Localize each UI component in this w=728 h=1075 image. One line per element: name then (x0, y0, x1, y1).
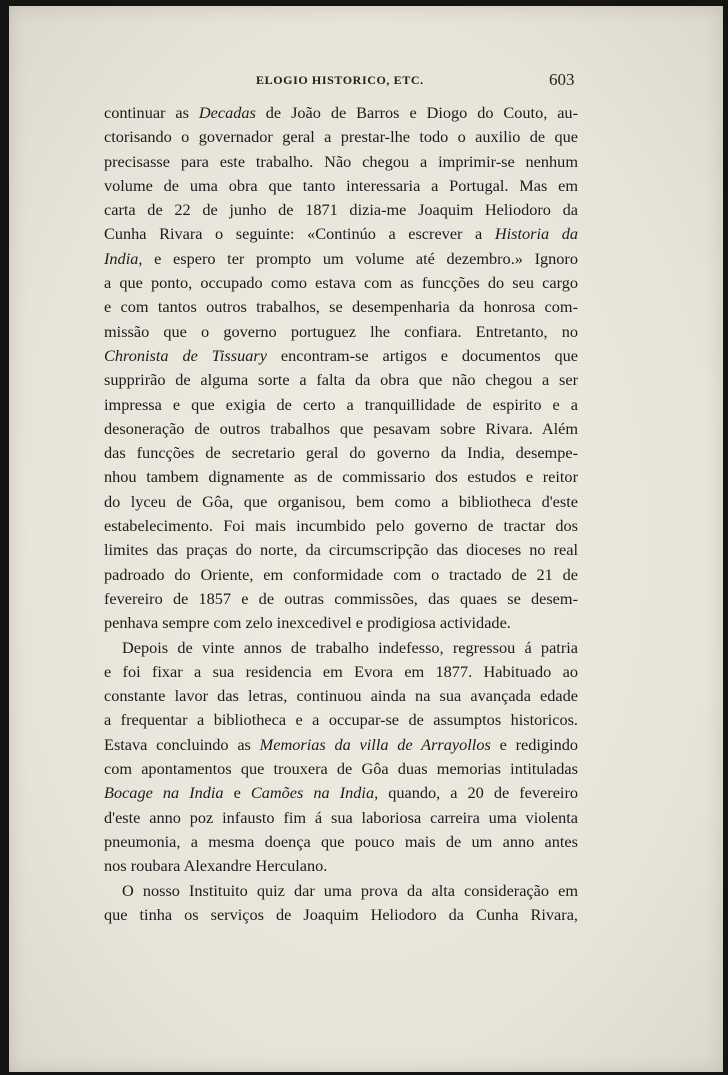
italic-title: Camões na India, (250, 783, 379, 803)
text-run: nhou tambem dignamente as de commissario dos estudos e reitor (104, 467, 578, 487)
text-run: e (223, 783, 251, 803)
text-line (104, 563, 578, 587)
italic-title: Decadas (198, 103, 256, 122)
body-text (104, 101, 578, 927)
text-line (104, 465, 578, 489)
text-line (104, 417, 578, 441)
text-line (104, 344, 578, 368)
text-line (104, 198, 578, 222)
italic-title: Chronista de Tissuary (104, 345, 267, 365)
text-line (104, 879, 578, 903)
text-line (104, 441, 578, 465)
text-run: a que ponto, occupado como estava com as funcções do seu cargo (104, 273, 578, 293)
text-line (104, 660, 578, 684)
text-line (104, 854, 578, 878)
text-run: carta de 22 de junho de 1871 dizia-me Joaquim Heliodoro da (104, 200, 578, 220)
text-line (104, 514, 578, 538)
text-run: e espero ter prompto um volume até dezembro.» Ignoro (142, 248, 578, 268)
text-run: precisasse para este trabalho. Não chegou a imprimir-se nenhum (104, 151, 578, 171)
text-run: das funcções de secretario geral do governo da India, desempe- (104, 443, 578, 463)
text-line (104, 490, 578, 514)
text-line (104, 708, 578, 732)
text-run: fevereiro de 1857 e de outras commissões, das quaes se desem- (104, 588, 578, 608)
text-run: a frequentar a bibliotheca e a occupar-se de assumptos historicos. (104, 710, 578, 730)
text-line (104, 101, 578, 125)
text-line (104, 781, 578, 805)
text-run: que tinha os serviços de Joaquim Heliodoro da Cunha Rivara, (104, 904, 578, 924)
italic-title: Memorias da villa de Arrayollos (259, 734, 491, 754)
text-run: penhava sempre com zelo inexcedivel e prodigiosa actividade. (104, 613, 511, 633)
text-line (104, 125, 578, 149)
text-line (104, 150, 578, 174)
text-line (104, 611, 578, 635)
text-line (104, 684, 578, 708)
text-line (104, 587, 578, 611)
text-run: e foi fixar a sua residencia em Evora em 1877. Habituado ao (104, 661, 578, 681)
page-number: 603 (549, 70, 575, 89)
text-run: desoneração de outros trabalhos que pesavam sobre Rivara. Além (104, 418, 578, 438)
text-run: padroado do Oriente, em conformidade com o tractado de 21 de (104, 564, 578, 584)
text-line (104, 903, 578, 927)
text-run: e com tantos outros trabalhos, se desempenharia da honrosa com- (104, 297, 578, 317)
text-run: missão que o governo portuguez lhe confiara. Entretanto, no (104, 321, 578, 341)
page-header (0, 70, 728, 92)
text-line (104, 247, 578, 271)
text-line (104, 320, 578, 344)
text-run: volume de uma obra que tanto interessaria a Portugal. Mas em (104, 175, 578, 195)
text-line (104, 368, 578, 392)
text-run: estabelecimento. Foi mais incumbido pelo governo de tractar dos (104, 516, 578, 536)
text-run: Cunha Rivara o seguinte: «Continúo a escrever a (104, 224, 495, 244)
text-line (104, 393, 578, 417)
text-run: impressa e que exigia de certo a tranquillidade de espirito e a (104, 394, 578, 414)
text-line (104, 295, 578, 319)
text-line (104, 830, 578, 854)
text-run: constante lavor das letras, continuou ainda na sua avançada edade (104, 686, 578, 706)
text-run: de João de Barros e Diogo do Couto, au- (255, 103, 578, 122)
text-run: d'este anno poz infausto fim á sua laboriosa carreira uma violenta (104, 807, 578, 827)
italic-title: India, (104, 248, 143, 268)
text-line (104, 174, 578, 198)
text-line (104, 538, 578, 562)
text-run: ctorisando o governador geral a prestar-lhe todo o auxilio de que (104, 127, 578, 147)
text-run: encontram-se artigos e documentos que (266, 345, 578, 365)
text-run: pneumonia, a mesma doença que pouco mais de um anno antes (104, 831, 578, 851)
italic-title: Historia da (494, 224, 578, 244)
text-line (104, 806, 578, 830)
text-run: limites das praças do norte, da circumscripção das dioceses no real (104, 540, 578, 560)
text-line (104, 271, 578, 295)
text-run: Depois de vinte annos de trabalho indefesso, regressou á patria (122, 637, 578, 657)
text-run: O nosso Instituito quiz dar uma prova da alta consideração em (122, 880, 578, 900)
text-run: quando, a 20 de fevereiro (378, 783, 579, 803)
text-run: com apontamentos que trouxera de Gôa duas memorias intituladas (104, 759, 578, 779)
text-run: do lyceu de Gôa, que organisou, bem como a bibliotheca d'este (104, 491, 578, 511)
text-line (104, 636, 578, 660)
running-title: ELOGIO HISTORICO, ETC. (256, 73, 424, 87)
text-line (104, 733, 578, 757)
italic-title: Bocage na India (104, 783, 224, 803)
text-run: continuar as (104, 103, 199, 122)
text-line (104, 757, 578, 781)
text-run: supprirão de alguma sorte a falta da obra que não chegou a ser (104, 370, 578, 390)
text-run: e redigindo (490, 734, 578, 754)
text-run: nos roubara Alexandre Herculano. (104, 856, 328, 876)
text-line (104, 222, 578, 246)
text-run: Estava concluindo as (104, 734, 260, 754)
